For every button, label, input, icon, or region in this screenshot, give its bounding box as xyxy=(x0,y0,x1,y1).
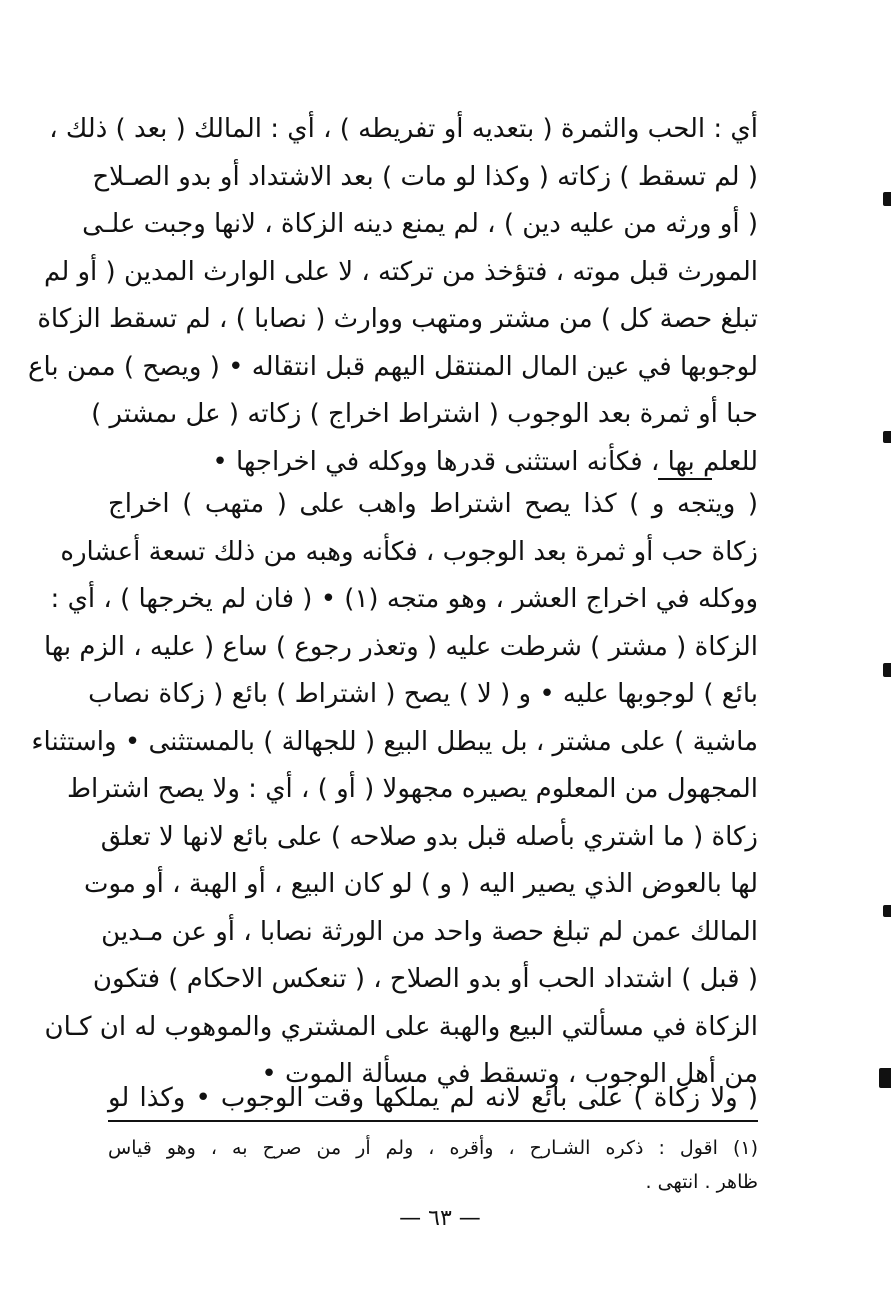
text-line: لوجوبها في عين المال المنتقل اليهم قبل انتقاله • ( ويصح ) ممن باع xyxy=(27,351,758,382)
text-line: للعلم بها ، فكأنه استثنى قدرها ووكله في اخراجها • xyxy=(212,446,758,477)
text-line: زكاة حب أو ثمرة بعد الوجوب ، فكأنه وهبه من ذلك تسعة أعشاره xyxy=(60,536,758,567)
text-line: المالك عمن لم تبلغ حصة واحد من الورثة نصابا ، أو عن مـدين xyxy=(101,916,758,947)
text-line: حبا أو ثمرة بعد الوجوب ( اشتراط اخراج ) زكاته ( عل ىمشتر ) xyxy=(91,399,758,429)
text-line: ماشية ) على مشتر ، بل يبطل البيع ( للجهالة ) بالمستثنى • واستثناء xyxy=(31,726,758,757)
page-edge-mark xyxy=(883,905,891,917)
text-line: ( ويتجه و ) كذا يصح اشتراط واهب على ( متهب ) اخراج xyxy=(108,489,758,519)
page-number: — ٦٣ — xyxy=(399,1206,481,1231)
footnote-divider xyxy=(108,1120,758,1122)
text-line: لها بالعوض الذي يصير اليه ( و ) لو كان البيع ، أو الهبة ، أو موت xyxy=(84,869,758,899)
footnote-line: ظاهر . انتهى . xyxy=(645,1171,758,1193)
text-line: بائع ) لوجوبها عليه • و ( لا ) يصح ( اشتراط ) بائع ( زكاة نصاب xyxy=(88,679,758,709)
text-line: المجهول من المعلوم يصيره مجهولا ( أو ) ، أي : ولا يصح اشتراط xyxy=(66,774,758,804)
paragraph-3 xyxy=(108,1075,758,1123)
text-line: ووكله في اخراج العشر ، وهو متجه (١) • ( فان لم يخرجها ) ، أي : xyxy=(50,584,758,614)
text-line: من أهل الوجوب ، وتسقط في مسألة الموت • xyxy=(261,1059,758,1089)
text-line: الزكاة ( مشتر ) شرطت عليه ( وتعذر رجوع ) ساع ( عليه ، الزم بها xyxy=(43,631,758,662)
text-line: ( ولا زكاة ) على بائع لانه لم يملكها وقت الوجوب • وكذا لو xyxy=(108,1083,758,1113)
page-edge-mark xyxy=(883,192,891,206)
text-line: المورث قبل موته ، فتؤخذ من تركته ، لا على الوارث المدين ( أو لم xyxy=(44,256,758,287)
text-line: ( لم تسقط ) زكاته ( وكذا لو مات ) بعد الاشتداد أو بدو الصـلاح xyxy=(92,161,758,192)
page-edge-mark xyxy=(883,431,891,443)
page-edge-mark xyxy=(883,663,891,677)
text-line: ( أو ورثه من عليه دين ) ، لم يمنع دينه الزكاة ، لانها وجبت علـى xyxy=(82,209,758,239)
paragraph-1 xyxy=(27,106,758,486)
text-line: تبلغ حصة كل ) من مشتر ومتهب ووارث ( نصابا ) ، لم تسقط الزكاة xyxy=(37,304,758,334)
footnote-line: (١) اقول : ذكره الشـارح ، وأقره ، ولم أر من صرح به ، وهو قياس xyxy=(108,1137,758,1159)
text-line: ( قبل ) اشتداد الحب أو بدو الصلاح ، ( تنعكس الاحكام ) فتكون xyxy=(92,964,758,994)
paragraph-2 xyxy=(31,481,758,1099)
overline-mark xyxy=(658,478,712,480)
text-line: أي : الحب والثمرة ( بتعديه أو تفريطه ) ، أي : المالك ( بعد ) ذلك ، xyxy=(49,114,758,144)
page-edge-mark xyxy=(879,1068,891,1088)
footnotes xyxy=(108,1131,758,1199)
text-line: الزكاة في مسألتي البيع والهبة على المشتري والموهوب له ان كـان xyxy=(44,1011,758,1042)
text-line: زكاة ( ما اشتري بأصله قبل بدو صلاحه ) على بائع لانها لا تعلق xyxy=(100,821,758,852)
